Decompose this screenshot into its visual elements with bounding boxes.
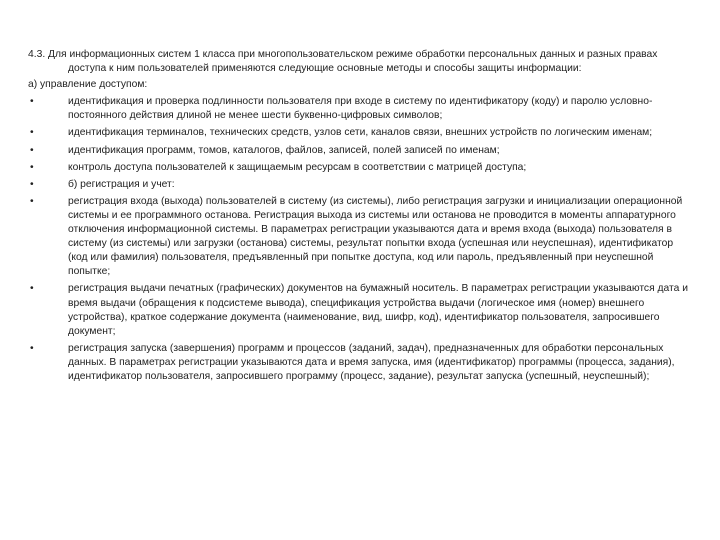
list-item-text: идентификация и проверка подлинности пользователя при входе в систему по идентификатору (коду) и паролю условно-постоянного действия длиной не менее шести буквенно-цифровых символов; [68, 96, 653, 122]
list-item [28, 95, 688, 123]
bullet-list [28, 95, 688, 384]
list-item-text: контроль доступа пользователей к защищаемым ресурсам в соответствии с матрицей доступа; [68, 161, 527, 173]
bullet-icon: • [30, 127, 34, 139]
list-item [28, 195, 688, 280]
subheading-access-control: а) управление доступом: [28, 79, 148, 91]
bullet-icon: • [30, 161, 34, 173]
bullet-icon: • [30, 144, 34, 156]
list-item [28, 178, 688, 192]
list-item-text: регистрация входа (выхода) пользователей в систему (из системы), либо регистрация загрузки и инициализации операционной системы и ее программного останова. Регистрация выхода из системы или останова не проводится в моменты аппаратурного отключения информационной системы. В параметрах регистрации указываются дата и время входа (выхода) пользователя в систему (из системы) или загрузки (останова) системы, результат попытки входа (успешная или неуспешная), идентификатор (код или фамилия) пользователя, предъявленный при попытке доступа, код или пароль, предъявленный при неуспешной попытке; [68, 195, 683, 278]
list-item [28, 126, 688, 140]
list-item-text: регистрация выдачи печатных (графических) документов на бумажный носитель. В параметрах регистрации указываются дата и время выдачи (обращения к подсистеме вывода), спецификация устройства выдачи (логическое имя (номер) внешнего устройства), краткое содержание документа (наименование, вид, шифр, код), идентификатор пользователя, запросившего документ; [68, 283, 688, 337]
bullet-icon: • [30, 96, 34, 108]
list-item [28, 282, 688, 338]
list-item [28, 342, 688, 384]
bullet-icon: • [30, 342, 34, 354]
list-item-text: идентификация программ, томов, каталогов, файлов, записей, полей записей по именам; [68, 144, 500, 156]
list-item-text: регистрация запуска (завершения) программ и процессов (заданий, задач), предназначенных для обработки персональных данных. В параметрах регистрации указываются дата и время запуска, имя (идентификатор) программы (процесса, задания), идентификатор пользователя, запросившего программу (процесс, задание), результат запуска (успешный, неуспешный); [68, 342, 675, 382]
slide-text [28, 48, 688, 384]
list-item [28, 144, 688, 158]
section-heading: 4.3. Для информационных систем 1 класса при многопользовательском режиме обработки персональных данных и разных правах доступа к ним пользователей применяются следующие основные методы и способы защиты информации: [28, 49, 658, 75]
bullet-icon: • [30, 178, 34, 190]
bullet-icon: • [30, 195, 34, 207]
bullet-icon: • [30, 283, 34, 295]
list-item-text: б) регистрация и учет: [68, 178, 175, 190]
list-item-text: идентификация терминалов, технических средств, узлов сети, каналов связи, внешних устройств по логическим именам; [68, 127, 653, 139]
list-item [28, 161, 688, 175]
